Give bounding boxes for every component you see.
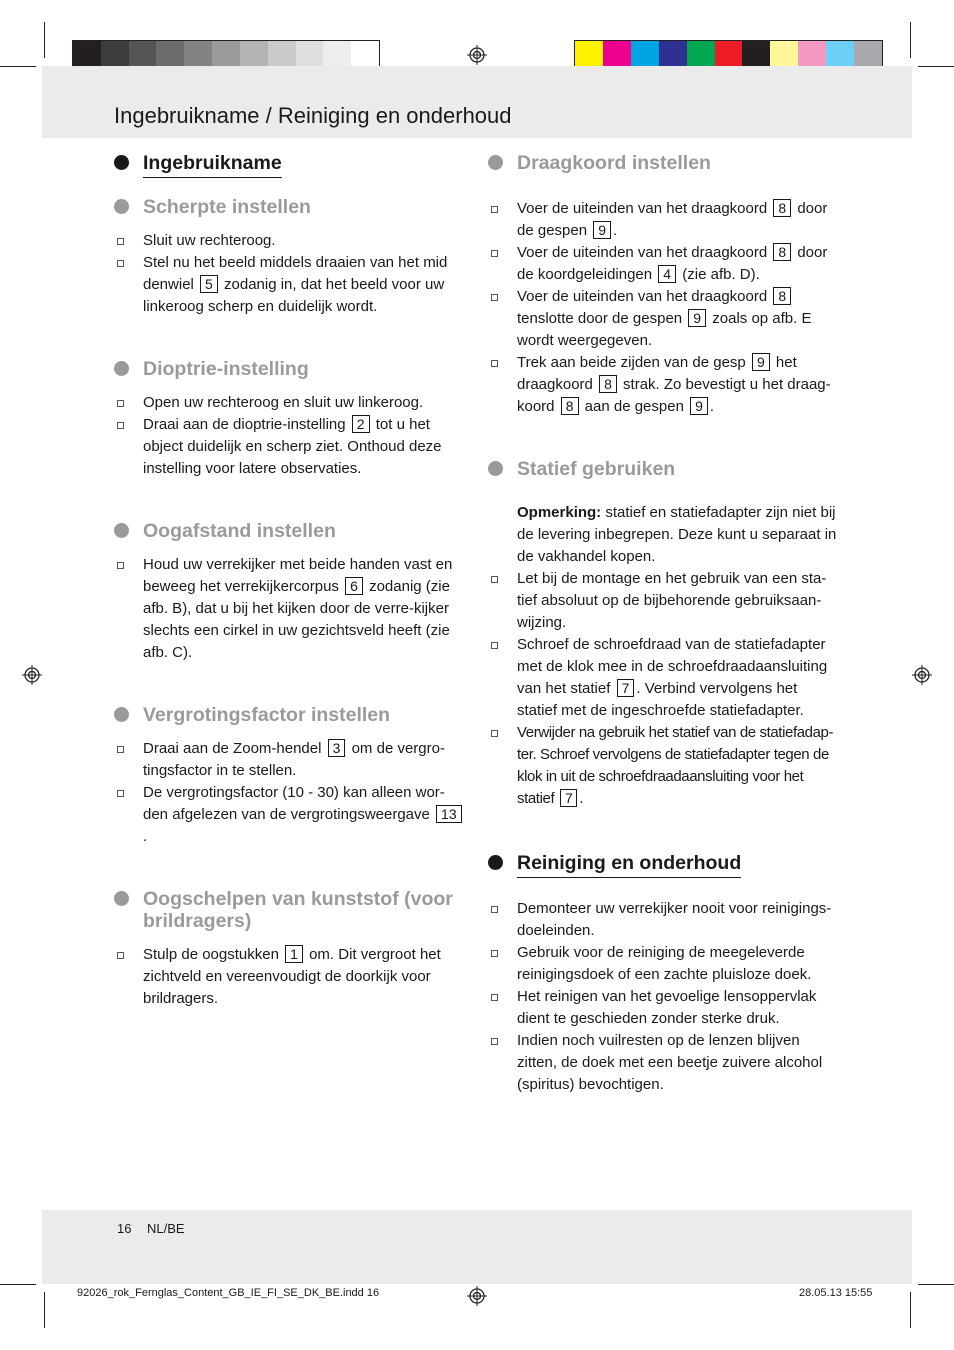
bullet-icon (114, 891, 129, 906)
section-heading: Ingebruikname (114, 152, 464, 174)
page-title: Ingebruikname / Reiniging en onderhoud (114, 103, 512, 128)
crop-mark (918, 1284, 954, 1285)
part-number: 4 (658, 265, 676, 283)
checkbox-icon (491, 206, 498, 213)
list-item: Open uw rechteroog en sluit uw linkeroog. (114, 392, 464, 414)
gray-swatch (129, 41, 157, 69)
checkbox-icon (117, 790, 124, 797)
section-heading: Scherpte instellen (114, 196, 464, 218)
list-item: Houd uw verrekijker met beide handen vast en beweeg het verrekijkercorpus 6 zodanig (zie afb. B), dat u bij het kijken door de verre-kijker slechts een cirkel in uw gezichtsveld heeft (zie afb. C). (114, 554, 464, 664)
list-item: Stulp de oogstukken 1 om. Dit vergroot het zichtveld en vereenvoudigt de doorkijk voor brildragers. (114, 944, 464, 1010)
color-swatch (854, 41, 882, 69)
part-number: 5 (200, 275, 218, 293)
part-number: 6 (345, 577, 363, 595)
checkbox-icon (491, 250, 498, 257)
gray-swatch (73, 41, 101, 69)
color-swatch (687, 41, 715, 69)
registration-mark-icon (912, 665, 932, 685)
part-number: 3 (328, 739, 346, 757)
instruction-list (114, 392, 464, 480)
checkbox-icon (117, 952, 124, 959)
part-number: 9 (688, 309, 706, 327)
right-column (488, 152, 838, 1096)
instruction-list (114, 738, 464, 848)
crop-mark (918, 66, 954, 67)
part-number: 8 (561, 397, 579, 415)
page-number: 16 (117, 1221, 132, 1236)
list-item: Het reinigen van het gevoelige lensoppervlak dient te geschieden zonder sterke druk. (488, 986, 838, 1030)
registration-mark-icon (22, 665, 42, 685)
part-number: 8 (773, 287, 791, 305)
checkbox-icon (491, 994, 498, 1001)
list-item: Demonteer uw verrekijker nooit voor reinigings-doeleinden. (488, 898, 838, 942)
bullet-icon (488, 461, 503, 476)
checkbox-icon (491, 950, 498, 957)
part-number: 9 (752, 353, 770, 371)
color-swatch (575, 41, 603, 69)
checkbox-icon (491, 730, 498, 737)
gray-swatch (351, 41, 379, 69)
instruction-list (488, 568, 838, 810)
bullet-icon (114, 199, 129, 214)
checkbox-icon (117, 746, 124, 753)
part-number: 7 (617, 679, 635, 697)
bullet-icon (114, 707, 129, 722)
color-swatch (742, 41, 770, 69)
part-number: 8 (773, 199, 791, 217)
section-heading: Draagkoord instellen (488, 152, 838, 174)
checkbox-icon (117, 260, 124, 267)
color-swatch (715, 41, 743, 69)
bullet-icon (488, 855, 503, 870)
instruction-list (114, 944, 464, 1010)
checkbox-icon (491, 906, 498, 913)
gray-swatch (212, 41, 240, 69)
list-item: Draai aan de dioptrie-instelling 2 tot u het object duidelijk en scherp ziet. Onthoud deze instelling voor latere observaties. (114, 414, 464, 480)
instruction-list (488, 898, 838, 1096)
part-number: 8 (773, 243, 791, 261)
color-swatch (659, 41, 687, 69)
bullet-icon (488, 155, 503, 170)
locale-label: NL/BE (147, 1221, 185, 1236)
color-swatch (603, 41, 631, 69)
part-number: 9 (690, 397, 708, 415)
crop-mark (44, 1292, 45, 1328)
section-heading: Statief gebruiken (488, 458, 838, 480)
checkbox-icon (491, 642, 498, 649)
section-heading: Reiniging en onderhoud (488, 852, 838, 874)
part-number: 8 (599, 375, 617, 393)
gray-swatch (184, 41, 212, 69)
section-heading: Oogafstand instellen (114, 520, 464, 542)
color-swatch (798, 41, 826, 69)
instruction-list (114, 554, 464, 664)
bullet-icon (114, 155, 129, 170)
part-number: 7 (560, 789, 577, 807)
gray-swatch (101, 41, 129, 69)
list-item: Indien noch vuilresten op de lenzen blijven zitten, de doek met een beetje zuivere alcohol (spiritus) bevochtigen. (488, 1030, 838, 1096)
list-item: Voer de uiteinden van het draagkoord 8 tenslotte door de gespen 9 zoals op afb. E wordt weergegeven. (488, 286, 838, 352)
note: Opmerking: statief en statiefadapter zijn niet bij de levering inbegrepen. Deze kunt u separaat in de vakhandel kopen. (517, 504, 837, 565)
crop-mark (910, 1292, 911, 1328)
crop-mark (44, 22, 45, 58)
section-heading: Vergrotingsfactor instellen (114, 704, 464, 726)
gray-swatch (156, 41, 184, 69)
checkbox-icon (117, 400, 124, 407)
crop-mark (910, 22, 911, 58)
list-item: Let bij de montage en het gebruik van een sta-tief absoluut op de bijbehorende gebruiksaan-wijzing. (488, 568, 838, 634)
checkbox-icon (491, 360, 498, 367)
registration-mark-icon (467, 1286, 487, 1306)
crop-mark (0, 1284, 36, 1285)
crop-mark (0, 66, 36, 67)
list-item: Gebruik voor de reiniging de meegeleverde reinigingsdoek of een zachte pluisloze doek. (488, 942, 838, 986)
list-item: Stel nu het beeld middels draaien van het mid denwiel 5 zodanig in, dat het beeld voor uw linkeroog scherp en duidelijk wordt. (114, 252, 464, 318)
list-item: Verwijder na gebruik het statief van de statiefadap-ter. Schroef vervolgens de statiefadapter tegen de klok in uit de schroefdraadaansluiting voor het statief 7 . (488, 722, 838, 810)
checkbox-icon (117, 238, 124, 245)
color-swatch (826, 41, 854, 69)
list-item: Voer de uiteinden van het draagkoord 8 door de gespen 9 . (488, 198, 838, 242)
checkbox-icon (491, 1038, 498, 1045)
color-swatch (770, 41, 798, 69)
gray-swatch (323, 41, 351, 69)
instruction-list (114, 230, 464, 318)
checkbox-icon (491, 294, 498, 301)
registration-mark-icon (467, 45, 487, 65)
checkbox-icon (117, 562, 124, 569)
gray-swatch (296, 41, 324, 69)
checkbox-icon (117, 422, 124, 429)
checkbox-icon (491, 576, 498, 583)
list-item: De vergrotingsfactor (10 - 30) kan alleen wor-den afgelezen van de vergrotingsweergave 13. (114, 782, 464, 848)
list-item: Draai aan de Zoom-hendel 3 om de vergro-tingsfactor in te stellen. (114, 738, 464, 782)
part-number: 9 (593, 221, 611, 239)
bullet-icon (114, 361, 129, 376)
gray-swatch (268, 41, 296, 69)
left-column (114, 152, 464, 1010)
list-item: Schroef de schroefdraad van de statiefadapter met de klok mee in de schroefdraadaansluiting van het statief 7 . Verbind vervolgens het statief met de ingeschroefde statiefadapter. (488, 634, 838, 722)
list-item: Voer de uiteinden van het draagkoord 8 door de koordgeleidingen 4 (zie afb. D). (488, 242, 838, 286)
bullet-icon (114, 523, 129, 538)
slug-filename: 92026_rok_Fernglas_Content_GB_IE_FI_SE_DK_BE.indd 16 (77, 1287, 380, 1299)
slug-datetime: 28.05.13 15:55 (799, 1287, 873, 1299)
section-heading: Dioptrie-instelling (114, 358, 464, 380)
list-item: Sluit uw rechteroog. (114, 230, 464, 252)
gray-swatch (240, 41, 268, 69)
part-number: 2 (352, 415, 370, 433)
part-number: 1 (285, 945, 303, 963)
color-swatch (631, 41, 659, 69)
section-heading: Oogschelpen van kunststof (voor brildragers) (114, 888, 464, 932)
part-number: 13 (436, 805, 462, 823)
list-item: Trek aan beide zijden van de gesp 9 het draagkoord 8 strak. Zo bevestigt u het draag-koord 8 aan de gespen 9 . (488, 352, 838, 418)
instruction-list (488, 198, 838, 418)
